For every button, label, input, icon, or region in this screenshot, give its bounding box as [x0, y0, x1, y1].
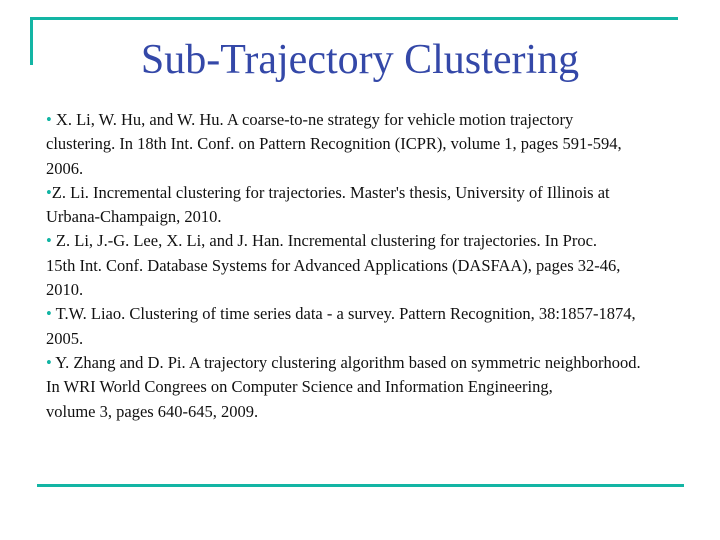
bullet-icon: •	[46, 231, 52, 251]
reference-item	[46, 351, 716, 424]
reference-line: volume 3, pages 640-645, 2009.	[46, 401, 259, 421]
reference-line: 2010.	[46, 280, 84, 300]
reference-item	[46, 181, 716, 230]
reference-line: Y. Zhang and D. Pi. A trajectory clustering algorithm based on symmetric neighborhood.	[51, 352, 641, 372]
reference-list	[46, 108, 716, 424]
bullet-icon: •	[46, 304, 52, 324]
reference-item	[46, 108, 716, 181]
bullet-icon: •	[46, 110, 52, 129]
reference-item	[46, 229, 716, 302]
reference-line: Z. Li. Incremental clustering for trajectories. Master's thesis, University of Illinois at	[51, 182, 610, 202]
bullet-icon: •	[46, 182, 52, 202]
bullet-icon: •	[46, 352, 52, 372]
reference-line: T.W. Liao. Clustering of time series data - a survey. Pattern Recognition, 38:1857-1874,	[51, 304, 636, 324]
reference-line: 15th Int. Conf. Database Systems for Advanced Applications (DASFAA), pages 32-46,	[46, 255, 621, 275]
reference-line: Z. Li, J.-G. Lee, X. Li, and J. Han. Incremental clustering for trajectories. In Proc.	[51, 231, 598, 251]
reference-line: X. Li, W. Hu, and W. Hu. A coarse-to-ne strategy for vehicle motion trajectory	[51, 110, 574, 129]
reference-line: 2005.	[46, 328, 84, 348]
reference-line: Urbana-Champaign, 2010.	[46, 207, 222, 227]
reference-item	[46, 302, 716, 351]
top-rule	[30, 17, 678, 20]
reference-line: In WRI World Congrees on Computer Science and Information Engineering,	[46, 377, 553, 397]
slide-title: Sub-Trajectory Clustering	[140, 37, 580, 83]
bottom-rule	[37, 484, 684, 487]
reference-line: clustering. In 18th Int. Conf. on Pattern Recognition (ICPR), volume 1, pages 591-594,	[46, 134, 622, 154]
reference-line: 2006.	[46, 158, 84, 178]
